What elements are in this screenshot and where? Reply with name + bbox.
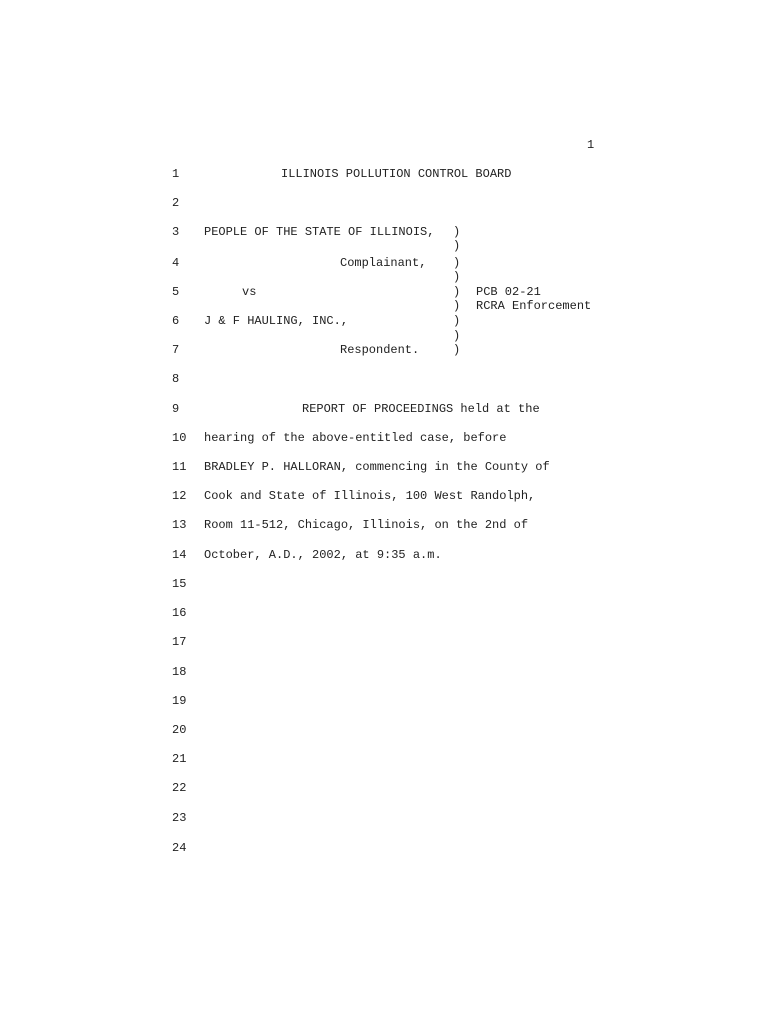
line-number: 16 <box>172 606 187 620</box>
line-number: 6 <box>172 314 180 328</box>
board-title: ILLINOIS POLLUTION CONTROL BOARD <box>281 167 512 181</box>
versus-label: vs <box>242 285 257 299</box>
body-line: Cook and State of Illinois, 100 West Randolph, <box>204 489 536 503</box>
line-number: 5 <box>172 285 180 299</box>
line-number: 24 <box>172 841 187 855</box>
defendant-name: J & F HAULING, INC., <box>204 314 349 328</box>
case-type: RCRA Enforcement <box>476 299 592 313</box>
line-number: 17 <box>172 635 187 649</box>
paren: ) <box>453 270 461 284</box>
plaintiff-name: PEOPLE OF THE STATE OF ILLINOIS, <box>204 225 435 239</box>
line-number: 1 <box>172 167 180 181</box>
defendant-role: Respondent. <box>340 343 420 357</box>
body-line: October, A.D., 2002, at 9:35 a.m. <box>204 548 442 562</box>
line-number: 23 <box>172 811 187 825</box>
line-number: 13 <box>172 518 187 532</box>
body-line: hearing of the above-entitled case, before <box>204 431 507 445</box>
paren: ) <box>453 239 461 253</box>
line-number: 11 <box>172 460 187 474</box>
paren: ) <box>453 343 461 357</box>
line-number: 9 <box>172 402 180 416</box>
paren: ) <box>453 256 461 270</box>
line-number: 19 <box>172 694 187 708</box>
line-number: 22 <box>172 781 187 795</box>
body-line: BRADLEY P. HALLORAN, commencing in the County of <box>204 460 550 474</box>
body-line: Room 11-512, Chicago, Illinois, on the 2nd of <box>204 518 529 532</box>
paren: ) <box>453 299 461 313</box>
line-number: 3 <box>172 225 180 239</box>
line-number: 15 <box>172 577 187 591</box>
paren: ) <box>453 329 461 343</box>
line-number: 4 <box>172 256 180 270</box>
line-number: 8 <box>172 372 180 386</box>
paren: ) <box>453 314 461 328</box>
paren: ) <box>453 285 461 299</box>
body-line: REPORT OF PROCEEDINGS held at the <box>302 402 540 416</box>
plaintiff-role: Complainant, <box>340 256 427 270</box>
line-number: 20 <box>172 723 187 737</box>
line-number: 21 <box>172 752 187 766</box>
line-number: 18 <box>172 665 187 679</box>
line-number: 14 <box>172 548 187 562</box>
line-number: 7 <box>172 343 180 357</box>
page-number: 1 <box>587 138 595 152</box>
line-number: 12 <box>172 489 187 503</box>
paren: ) <box>453 225 461 239</box>
line-number: 2 <box>172 196 180 210</box>
line-number: 10 <box>172 431 187 445</box>
case-number: PCB 02-21 <box>476 285 541 299</box>
